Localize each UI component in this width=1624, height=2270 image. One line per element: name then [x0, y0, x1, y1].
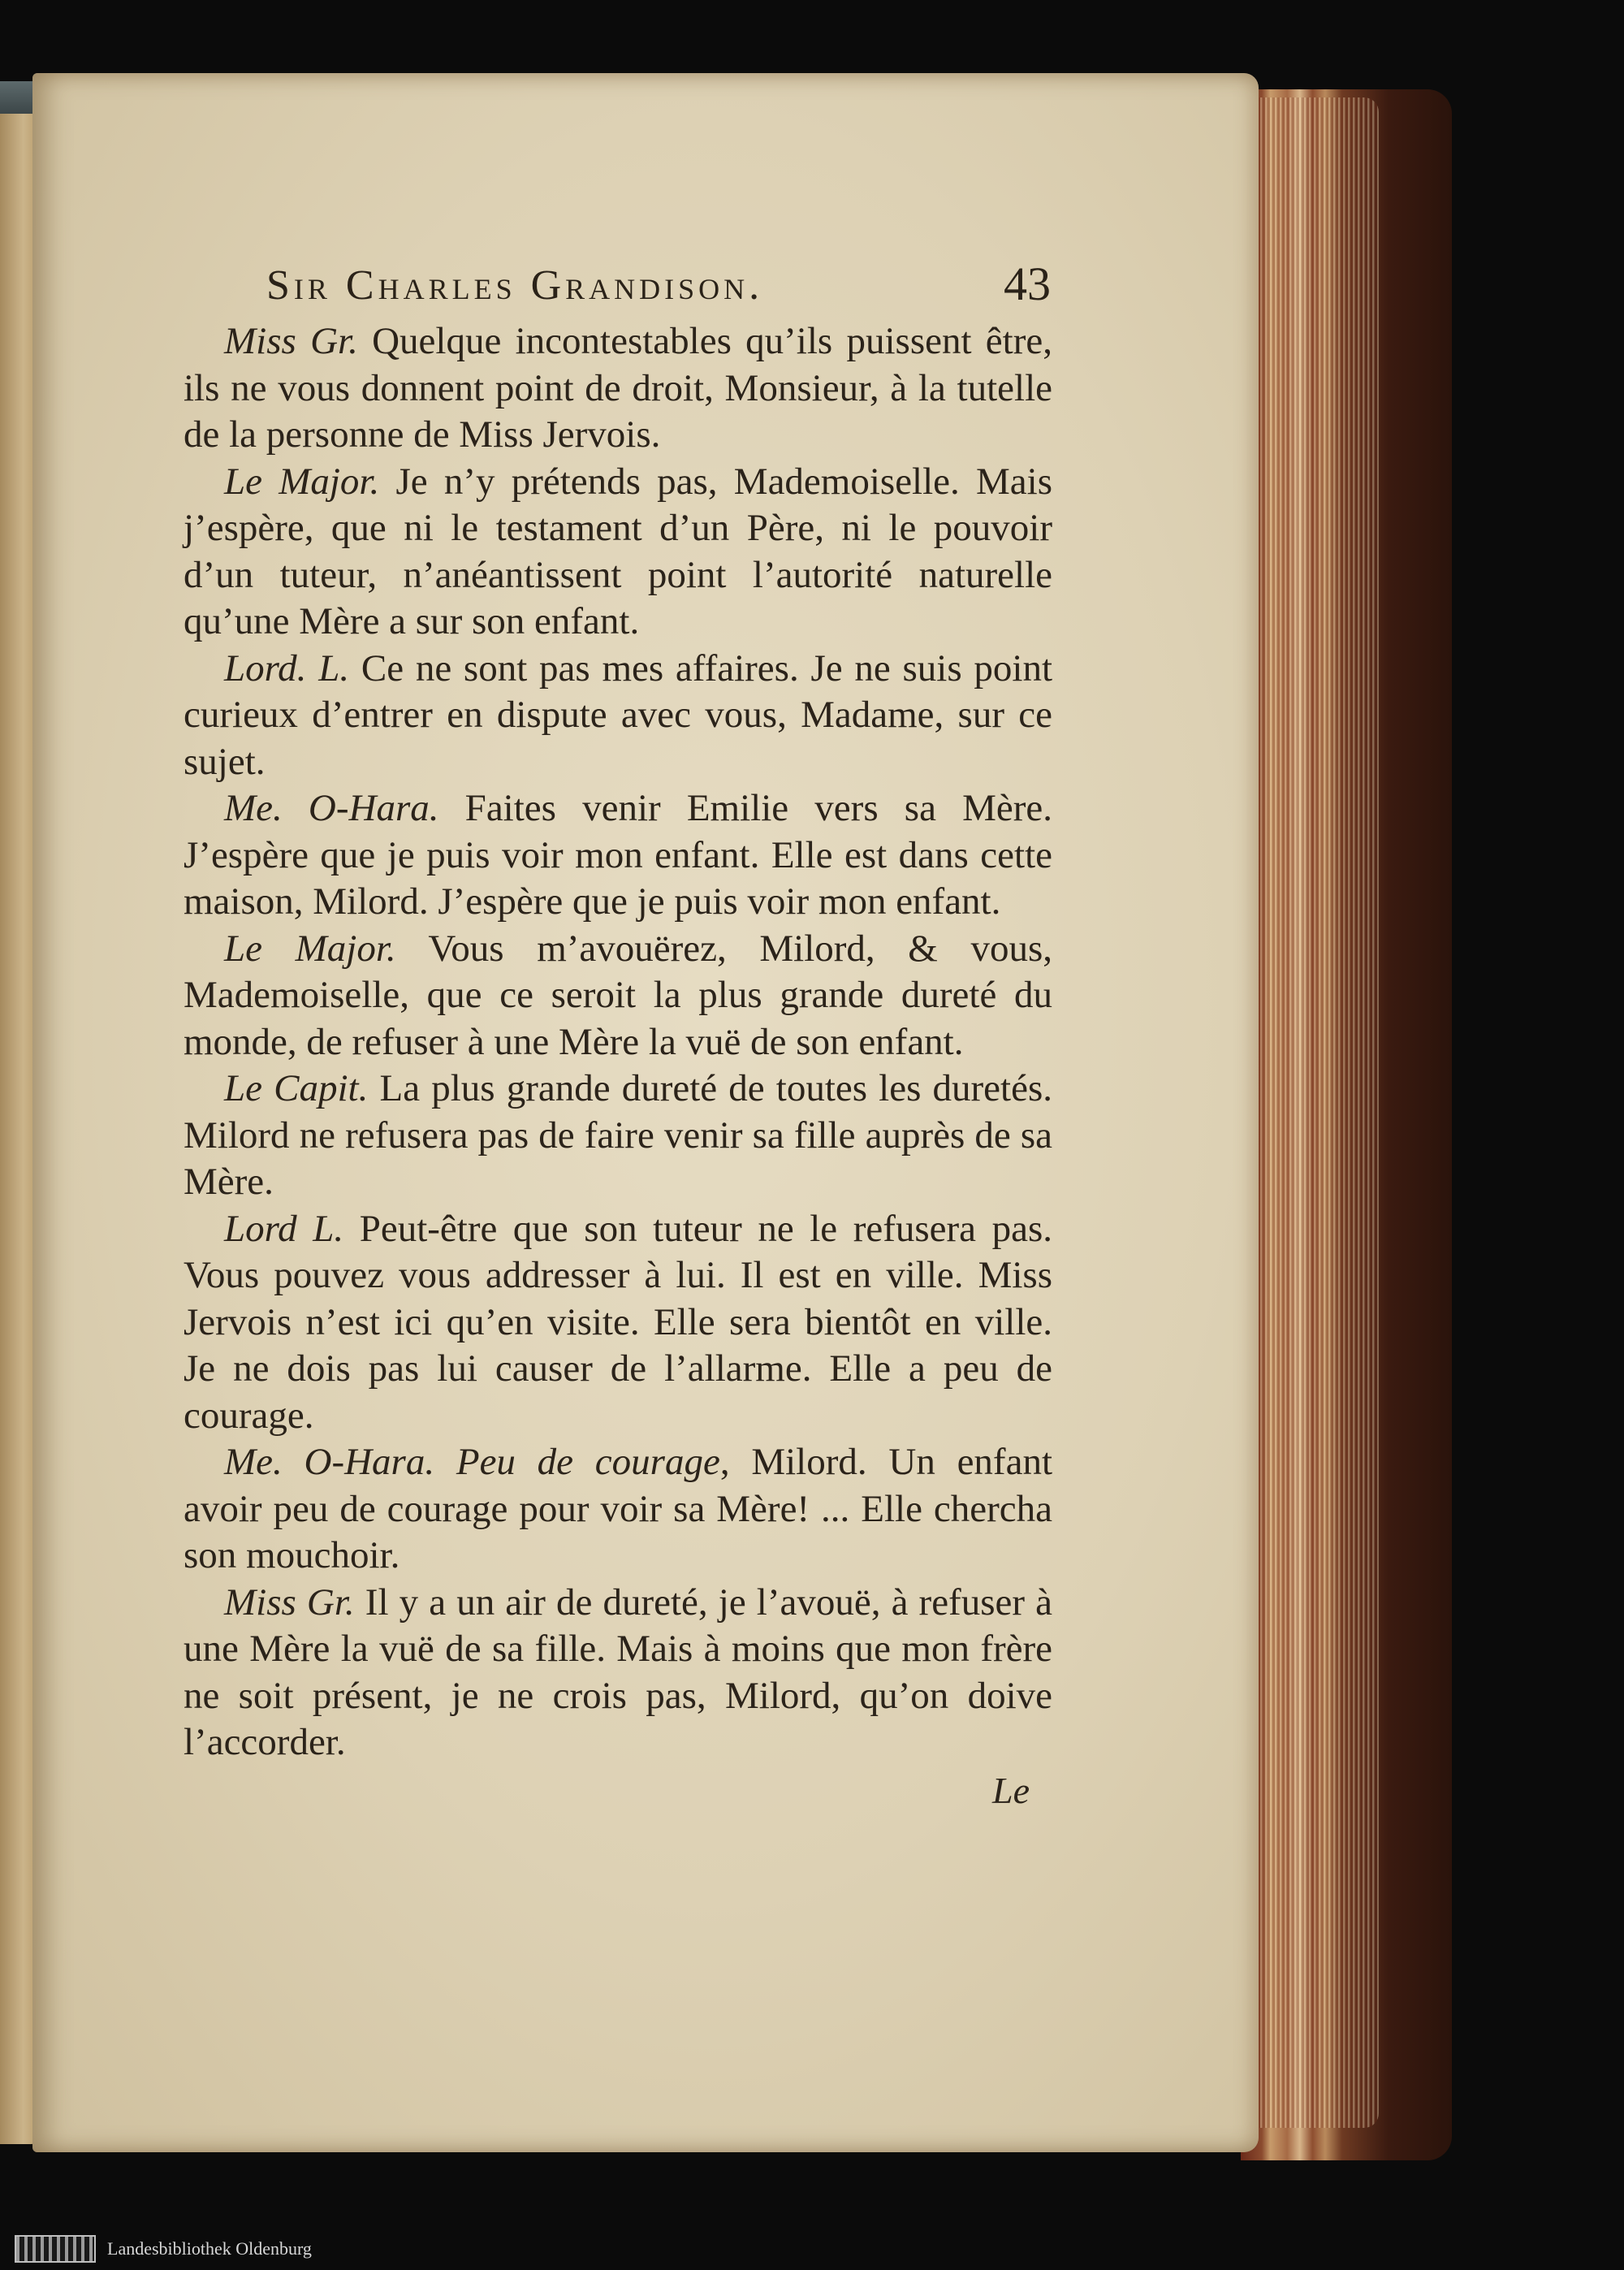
- speech: Peut-être que son tuteur ne le refusera pas. Vous pouvez vous addresser à lui. Il est en ville. Miss Jervois n’est ici qu’en visite. Elle sera bientôt en ville. Je ne dois pas lui causer de l’allarme. Elle a peu de courage.: [184, 1207, 1052, 1437]
- page-block-edges: [1241, 97, 1379, 2128]
- speech-continued: , Milord. Un enfant avoir peu de courage pour voir sa Mère! ... Elle chercha son mouchoir.: [184, 1441, 1053, 1576]
- body-text: [184, 318, 1052, 1766]
- page-header: [266, 257, 1051, 326]
- speaker: Le Major.: [224, 460, 380, 503]
- speaker: Le Capit.: [224, 1067, 369, 1109]
- speaker: Miss Gr.: [224, 320, 358, 362]
- speech: Je n’y prétends pas, Mademoiselle. Mais j’espère, que ni le testament d’un Père, ni le pouvoir d’un tuteur, n’anéantissent point l’autorité naturelle qu’une Mère a sur son enfant.: [184, 460, 1052, 642]
- dialogue-paragraph: [184, 318, 1052, 459]
- dialogue-paragraph: [184, 459, 1052, 646]
- speech: Il y a un air de dureté, je l’avouë, à refuser à une Mère la vuë de sa fille. Mais à moins que mon frère ne soit présent, je ne crois pas, Milord, qu’on doive l’accorder.: [184, 1580, 1052, 1763]
- speech: [434, 1441, 456, 1483]
- dialogue-paragraph: [184, 646, 1052, 786]
- italic-phrase: Peu de courage: [456, 1441, 720, 1483]
- dialogue-paragraph: [184, 926, 1052, 1066]
- page-number: 43: [1004, 257, 1051, 310]
- speech: Quelque incontestables qu’ils puissent être, ils ne vous donnent point de droit, Monsieur, à la tutelle de la personne de Miss Jervois.: [184, 320, 1052, 456]
- speech: Vous m’avouërez, Milord, & vous, Mademoiselle, que ce seroit la plus grande dureté du monde, de refuser à une Mère la vuë de son enfant.: [184, 927, 1052, 1063]
- dialogue-paragraph: [184, 1439, 1052, 1580]
- dialogue-paragraph: [184, 1580, 1052, 1766]
- library-logo-icon: [15, 2235, 96, 2263]
- speech: Faites venir Emilie vers sa Mère. J’espère que je puis voir mon enfant. Elle est dans cette maison, Milord. J’espère que je puis voir mon enfant.: [184, 787, 1053, 923]
- dialogue-paragraph: [184, 785, 1052, 926]
- speaker: Lord. L.: [224, 646, 350, 690]
- speech: Ce ne sont pas mes affaires. Je ne suis point curieux d’entrer en dispute avec vous, Madame, sur ce sujet.: [184, 646, 1052, 783]
- speaker: Me. O-Hara.: [224, 787, 439, 829]
- speaker: Lord L.: [224, 1207, 344, 1250]
- dialogue-paragraph: [184, 1066, 1052, 1206]
- speaker: Miss Gr.: [224, 1580, 355, 1624]
- dialogue-paragraph: [184, 1206, 1052, 1440]
- catchword: Le: [992, 1770, 1030, 1811]
- library-credit: Landesbibliothek Oldenburg: [107, 2238, 312, 2259]
- speaker: Me. O-Hara.: [224, 1441, 435, 1483]
- speech: La plus grande dureté de toutes les duretés. Milord ne refusera pas de faire venir sa fille auprès de sa Mère.: [184, 1067, 1052, 1203]
- speaker: Le Major.: [224, 927, 396, 970]
- running-head: Sir Charles Grandison.: [266, 262, 764, 309]
